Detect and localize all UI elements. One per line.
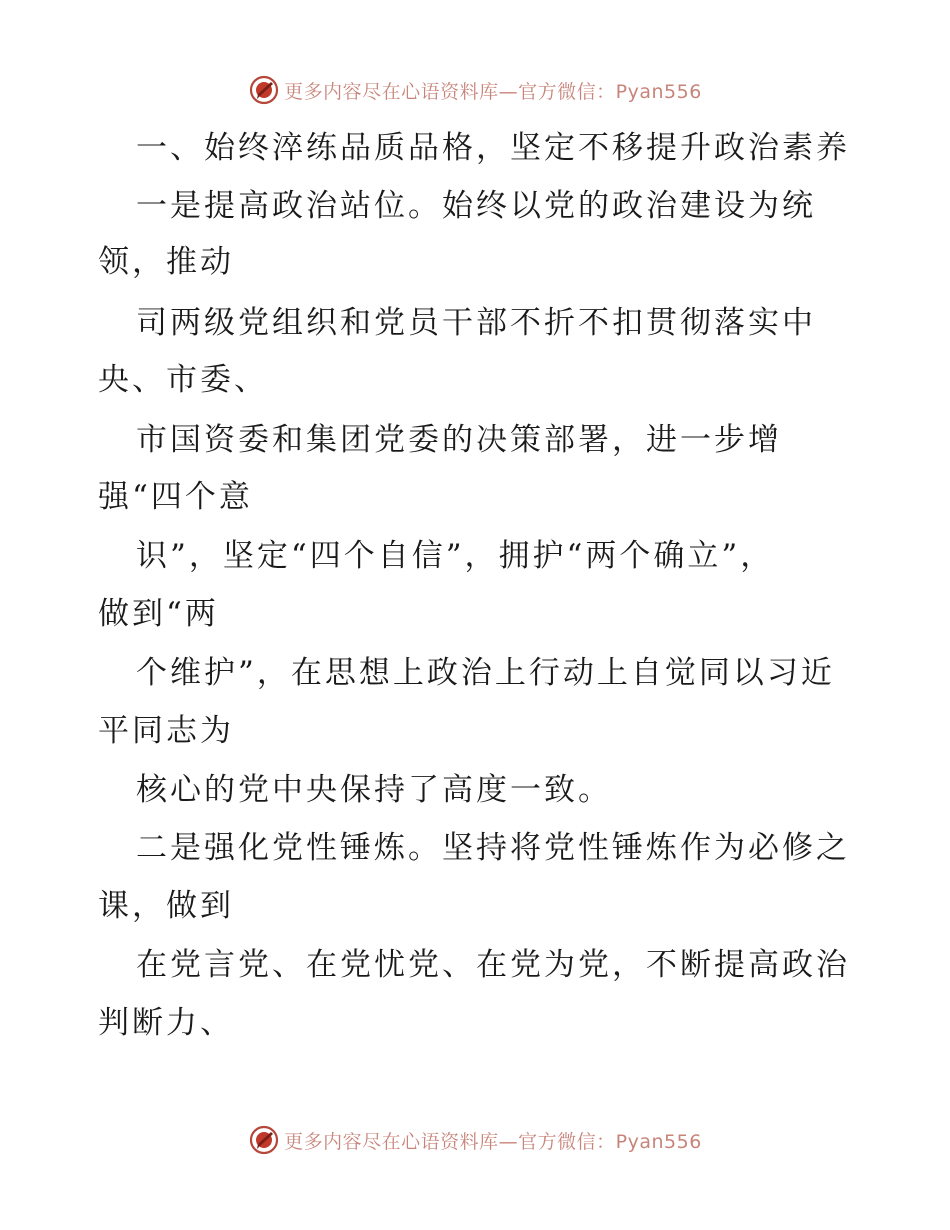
- header-banner-text: 更多内容尽在心语资料库—官方微信：Pyan556: [284, 80, 702, 103]
- text-line: 平同志为: [98, 713, 234, 749]
- text-line: 课，做到: [98, 888, 234, 924]
- text-line: 一、始终淬练品质品格，坚定不移提升政治素养: [136, 130, 850, 166]
- text-line: 在党言党、在党忧党、在党为党，不断提高政治: [136, 947, 850, 983]
- text-line: 领，推动: [98, 244, 234, 280]
- text-line: 识”，坚定“四个自信”，拥护“两个确立”，: [136, 538, 775, 574]
- footer-banner: [0, 1120, 950, 1160]
- brand-logo-icon: [248, 74, 280, 106]
- text-line: 央、市委、: [98, 362, 268, 398]
- text-line: 强“四个意: [98, 479, 253, 515]
- text-line: 一是提高政治站位。始终以党的政治建设为统: [136, 188, 816, 224]
- text-line: 做到“两: [98, 596, 219, 632]
- text-line: 司两级党组织和党员干部不折不扣贯彻落实中: [136, 305, 816, 341]
- header-banner: [0, 70, 950, 110]
- text-line: 个维护”，在思想上政治上行动上自觉同以习近: [136, 655, 835, 691]
- text-line: 市国资委和集团党委的决策部署，进一步增: [136, 422, 782, 458]
- text-line: 判断力、: [98, 1005, 234, 1041]
- footer-banner-text: 更多内容尽在心语资料库—官方微信：Pyan556: [284, 1130, 702, 1153]
- text-line: 核心的党中央保持了高度一致。: [136, 772, 612, 808]
- brand-logo-icon: [248, 1124, 280, 1156]
- text-line: 二是强化党性锤炼。坚持将党性锤炼作为必修之: [136, 830, 850, 866]
